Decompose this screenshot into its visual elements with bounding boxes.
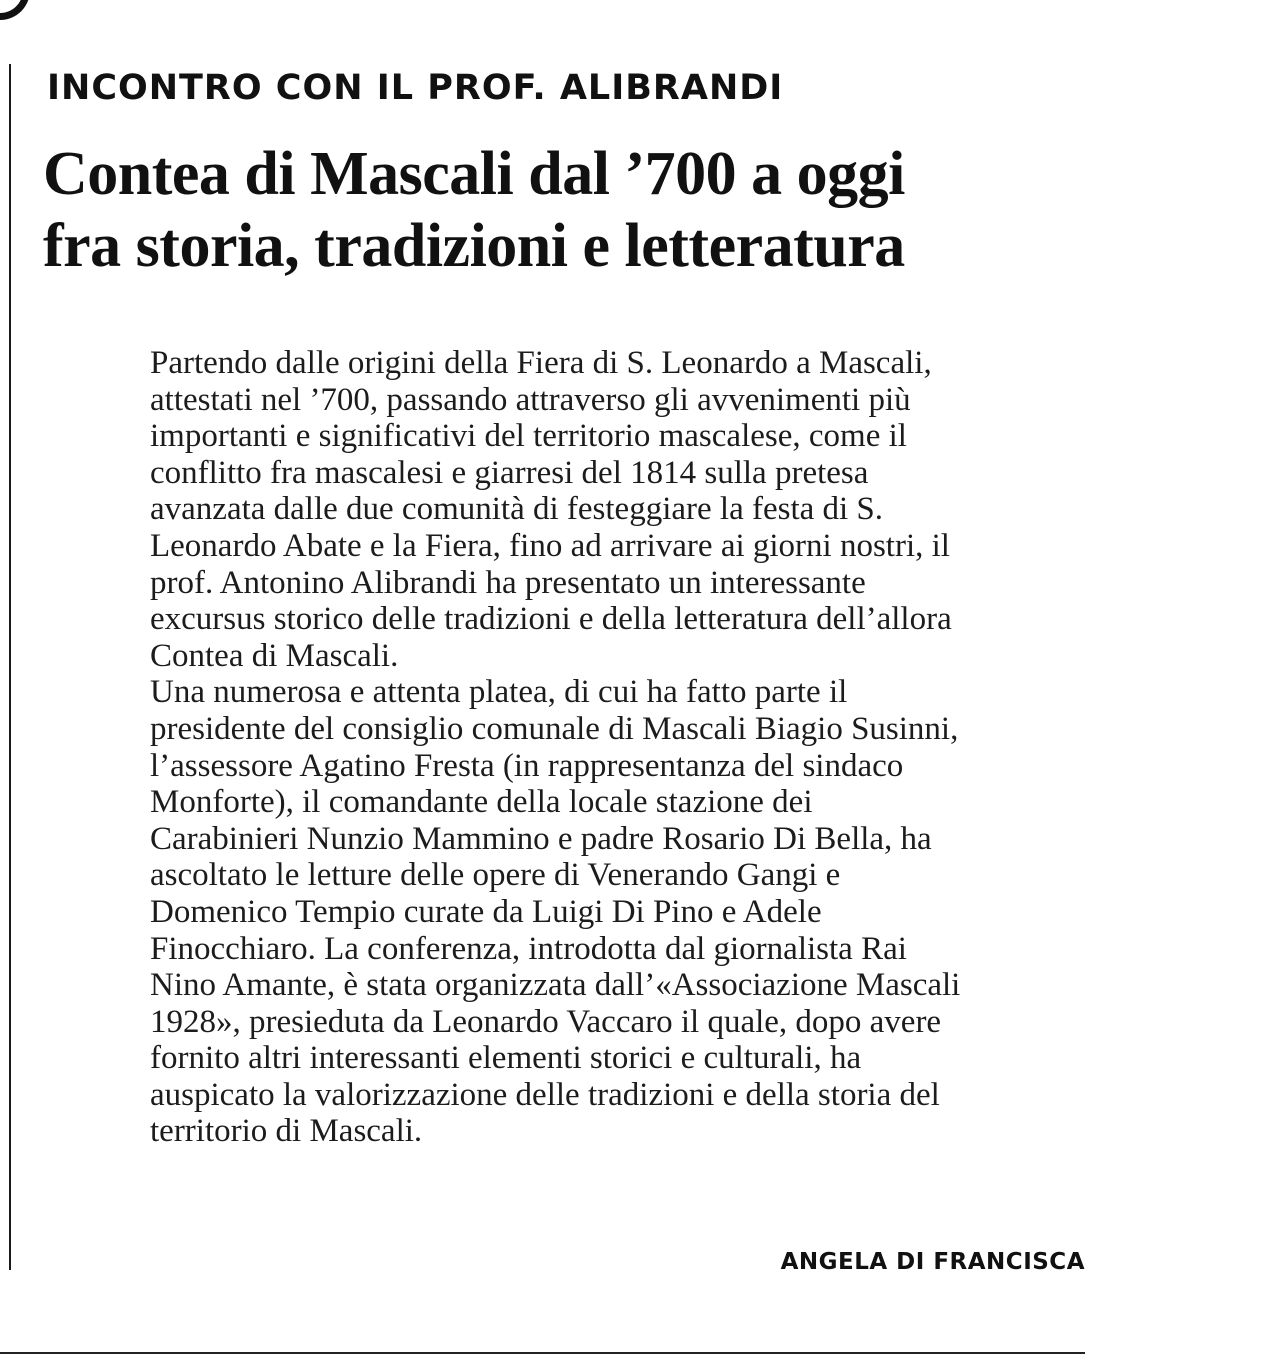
kicker: INCONTRO CON IL PROF. ALIBRANDI xyxy=(47,68,784,108)
byline: ANGELA DI FRANCISCA xyxy=(780,1249,1085,1275)
column-rule-left xyxy=(9,64,11,1270)
body-line: excursus storico delle tradizioni e della letteratura dell’allora xyxy=(150,601,952,638)
body-line: Leonardo Abate e la Fiera, fino ad arrivare ai giorni nostri, il xyxy=(150,527,950,564)
body-line: ascoltato le letture delle opere di Venerando Gangi e xyxy=(150,857,841,894)
page-corner-mark xyxy=(0,0,30,20)
body-line: territorio di Mascali. xyxy=(150,1113,423,1150)
body-line: l’assessore Agatino Fresta (in rappresentanza del sindaco xyxy=(150,747,904,784)
body-line: avanzata dalle due comunità di festeggiare la festa di S. xyxy=(150,491,884,528)
body-line: Contea di Mascali. xyxy=(150,637,399,674)
body-line: Nino Amante, è stata organizzata dall’«Associazione Mascali xyxy=(150,967,961,1004)
body-line: 1928», presieduta da Leonardo Vaccaro il quale, dopo avere xyxy=(150,1003,942,1040)
bottom-rule xyxy=(0,1352,1085,1354)
body-line: Una numerosa e attenta platea, di cui ha fatto parte il xyxy=(150,674,848,711)
body-line: Finocchiaro. La conferenza, introdotta dal giornalista Rai xyxy=(150,930,907,967)
body-line: conflitto fra mascalesi e giarresi del 1814 sulla pretesa xyxy=(150,454,869,491)
body-line: prof. Antonino Alibrandi ha presentato un interessante xyxy=(150,564,866,601)
body-line: Carabinieri Nunzio Mammino e padre Rosario Di Bella, ha xyxy=(150,820,932,857)
body-line: Domenico Tempio curate da Luigi Di Pino e Adele xyxy=(150,893,822,930)
body-line: attestati nel ’700, passando attraverso gli avvenimenti più xyxy=(150,381,911,418)
article-body xyxy=(150,345,1110,1150)
body-line: Monforte), il comandante della locale stazione dei xyxy=(150,784,813,821)
headline xyxy=(43,138,905,282)
body-line: Partendo dalle origini della Fiera di S. Leonardo a Mascali, xyxy=(150,345,932,381)
headline-line: Contea di Mascali dal ’700 a oggi xyxy=(43,140,905,208)
body-line: presidente del consiglio comunale di Mascali Biagio Susinni, xyxy=(150,710,959,747)
body-line: auspicato la valorizzazione delle tradizioni e della storia del xyxy=(150,1076,940,1113)
headline-line: fra storia, tradizioni e letteratura xyxy=(43,212,905,280)
body-line: fornito altri interessanti elementi storici e culturali, ha xyxy=(150,1040,862,1077)
body-line: importanti e significativi del territorio mascalese, come il xyxy=(150,418,907,455)
